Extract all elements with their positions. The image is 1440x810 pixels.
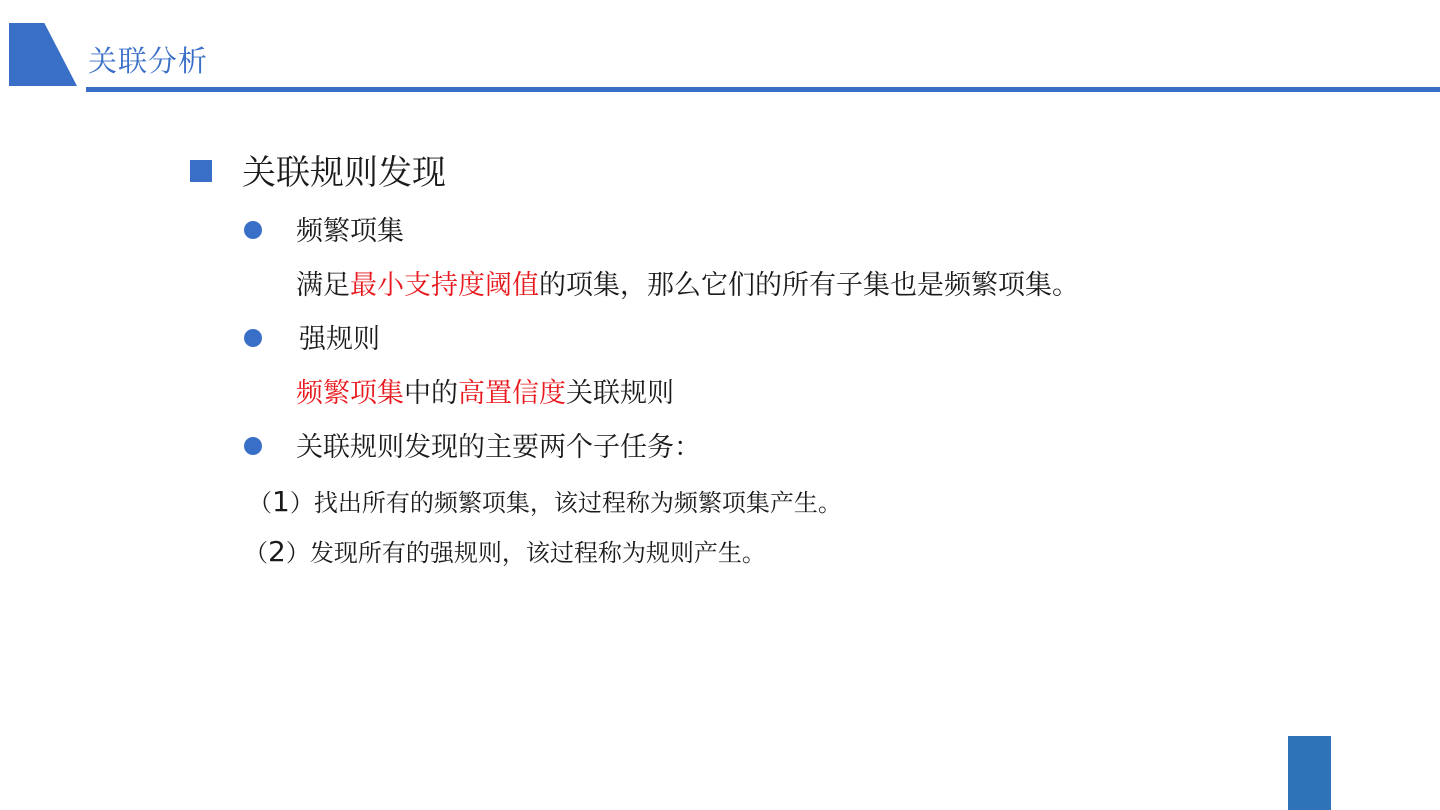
task-number: 2	[268, 535, 286, 568]
corner-decoration	[1288, 736, 1331, 810]
section-heading: 关联规则发现	[242, 153, 446, 193]
task-item-1	[248, 486, 842, 519]
item-label-strong-rule: 强规则	[299, 324, 380, 355]
task-paren-close: ）	[289, 489, 314, 517]
task-number: 1	[272, 485, 290, 518]
description-text: 中的	[404, 378, 458, 409]
square-bullet-icon	[190, 160, 212, 182]
circle-bullet-icon	[244, 329, 262, 347]
task-paren-open: （	[248, 489, 272, 517]
task-item-2	[244, 536, 766, 569]
description-text: 的项集，那么它们的所有子集也是频繁项集。	[539, 270, 1079, 301]
header-divider	[86, 87, 1440, 92]
page-title: 关联分析	[88, 44, 209, 78]
highlight-text: 频繁项集	[296, 378, 404, 409]
circle-bullet-icon	[244, 221, 262, 239]
description-text: 关联规则	[566, 378, 674, 409]
highlight-text: 最小支持度阈值	[350, 270, 539, 301]
item-description-frequent-itemset	[296, 269, 1079, 303]
item-description-strong-rule	[296, 377, 674, 411]
task-paren-close: ）	[285, 539, 310, 567]
item-label-subtasks: 关联规则发现的主要两个子任务：	[296, 432, 701, 463]
circle-bullet-icon	[244, 437, 262, 455]
task-text: 发现所有的强规则，该过程称为规则产生。	[309, 539, 766, 567]
task-text: 找出所有的频繁项集，该过程称为频繁项集产生。	[313, 489, 842, 517]
item-label-frequent-itemset: 频繁项集	[296, 216, 404, 247]
header-accent-shape	[9, 23, 77, 86]
highlight-text: 高置信度	[458, 378, 566, 409]
task-paren-open: （	[244, 539, 268, 567]
description-text: 满足	[296, 270, 350, 301]
